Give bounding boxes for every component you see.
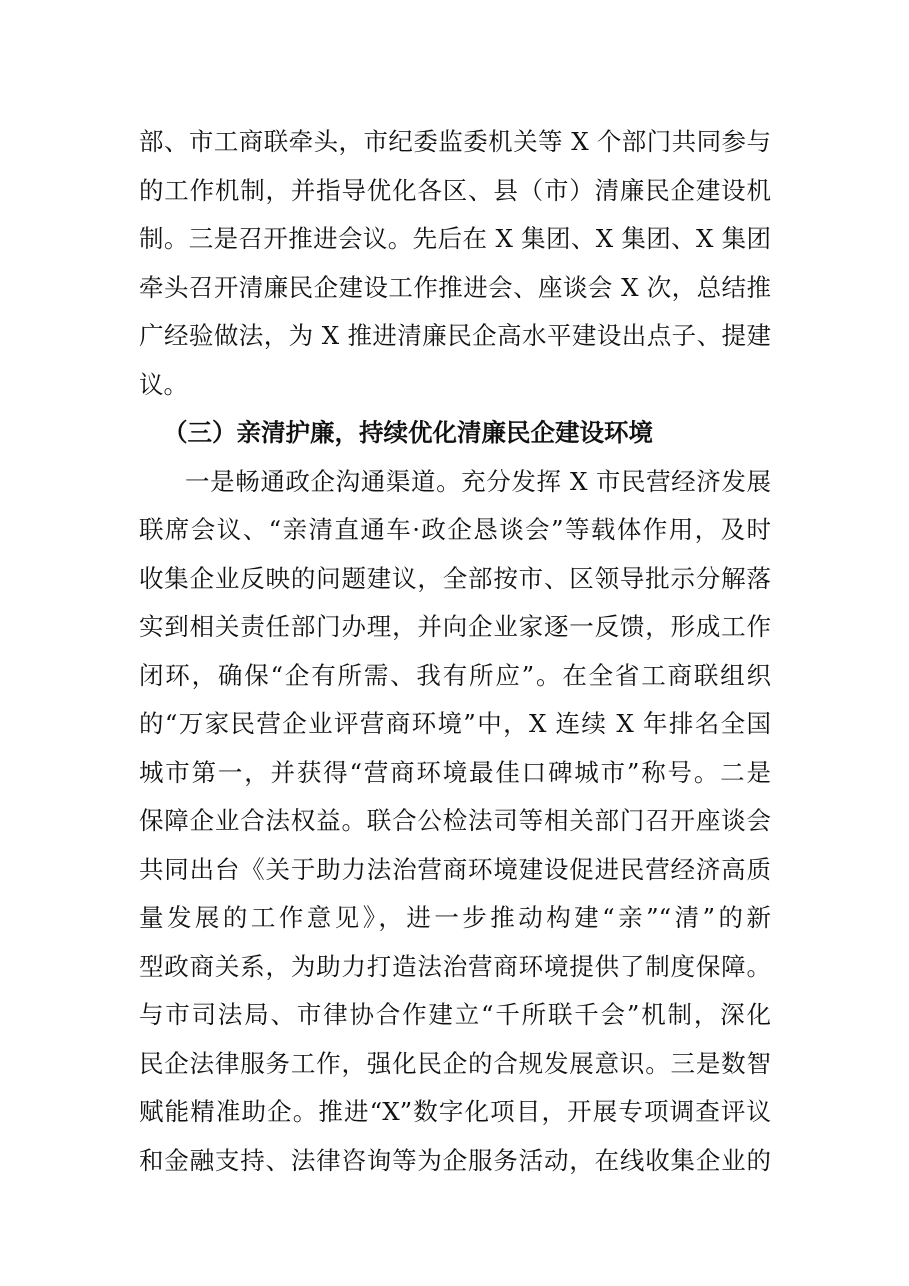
section-heading: （三）亲清护廉，持续优化清廉民企建设环境 (163, 418, 653, 447)
paragraph-line: 牵头召开清廉民企建设工作推进会、座谈会 X 次，总结推 (139, 272, 771, 302)
paragraph-line: 实到相关责任部门办理，并向企业家逐一反馈，形成工作 (139, 612, 771, 641)
paragraph-line: 共同出台《关于助力法治营商环境建设促进民营经济高质 (139, 854, 771, 884)
paragraph-line: 和金融支持、法律咨询等为企服务活动，在线收集企业的 (139, 1145, 771, 1175)
paragraph-line: 的“万家民营企业评营商环境”中，X 连续 X 年排名全国 (139, 709, 771, 738)
paragraph-line: 型政商关系，为助力打造法治营商环境提供了制度保障。 (139, 951, 771, 981)
paragraph-line: 的工作机制，并指导优化各区、县（市）清廉民企建设机 (139, 175, 771, 205)
paragraph-line: 民企法律服务工作，强化民企的合规发展意识。三是数智 (139, 1048, 771, 1078)
paragraph-line: 与市司法局、市律协合作建立“千所联千会”机制，深化 (139, 1000, 771, 1029)
paragraph-line: 一是畅通政企沟通渠道。充分发挥 X 市民营经济发展 (185, 466, 771, 496)
paragraph-line: 广经验做法，为 X 推进清廉民企高水平建设出点子、提建 (139, 321, 771, 350)
paragraph-line: 闭环，确保“企有所需、我有所应”。在全省工商联组织 (139, 660, 771, 690)
paragraph-line: 收集企业反映的问题建议，全部按市、区领导批示分解落 (139, 563, 771, 593)
paragraph-line: 部、市工商联牵头，市纪委监委机关等 X 个部门共同参与 (139, 127, 771, 156)
paragraph-line: 议。 (139, 369, 188, 399)
document-body (139, 118, 771, 1185)
paragraph-line: 城市第一，并获得“营商环境最佳口碑城市”称号。二是 (139, 757, 771, 787)
paragraph-line: 制。三是召开推进会议。先后在 X 集团、X 集团、X 集团 (139, 224, 771, 253)
paragraph-line: 量发展的工作意见》，进一步推动构建“亲”“清”的新 (139, 903, 771, 932)
paragraph-line: 保障企业合法权益。联合公检法司等相关部门召开座谈会 (139, 806, 771, 835)
paragraph-line: 联席会议、“亲清直通车·政企恳谈会”等载体作用，及时 (139, 515, 771, 544)
paragraph-line: 赋能精准助企。推进“X”数字化项目，开展专项调查评议 (139, 1097, 771, 1126)
